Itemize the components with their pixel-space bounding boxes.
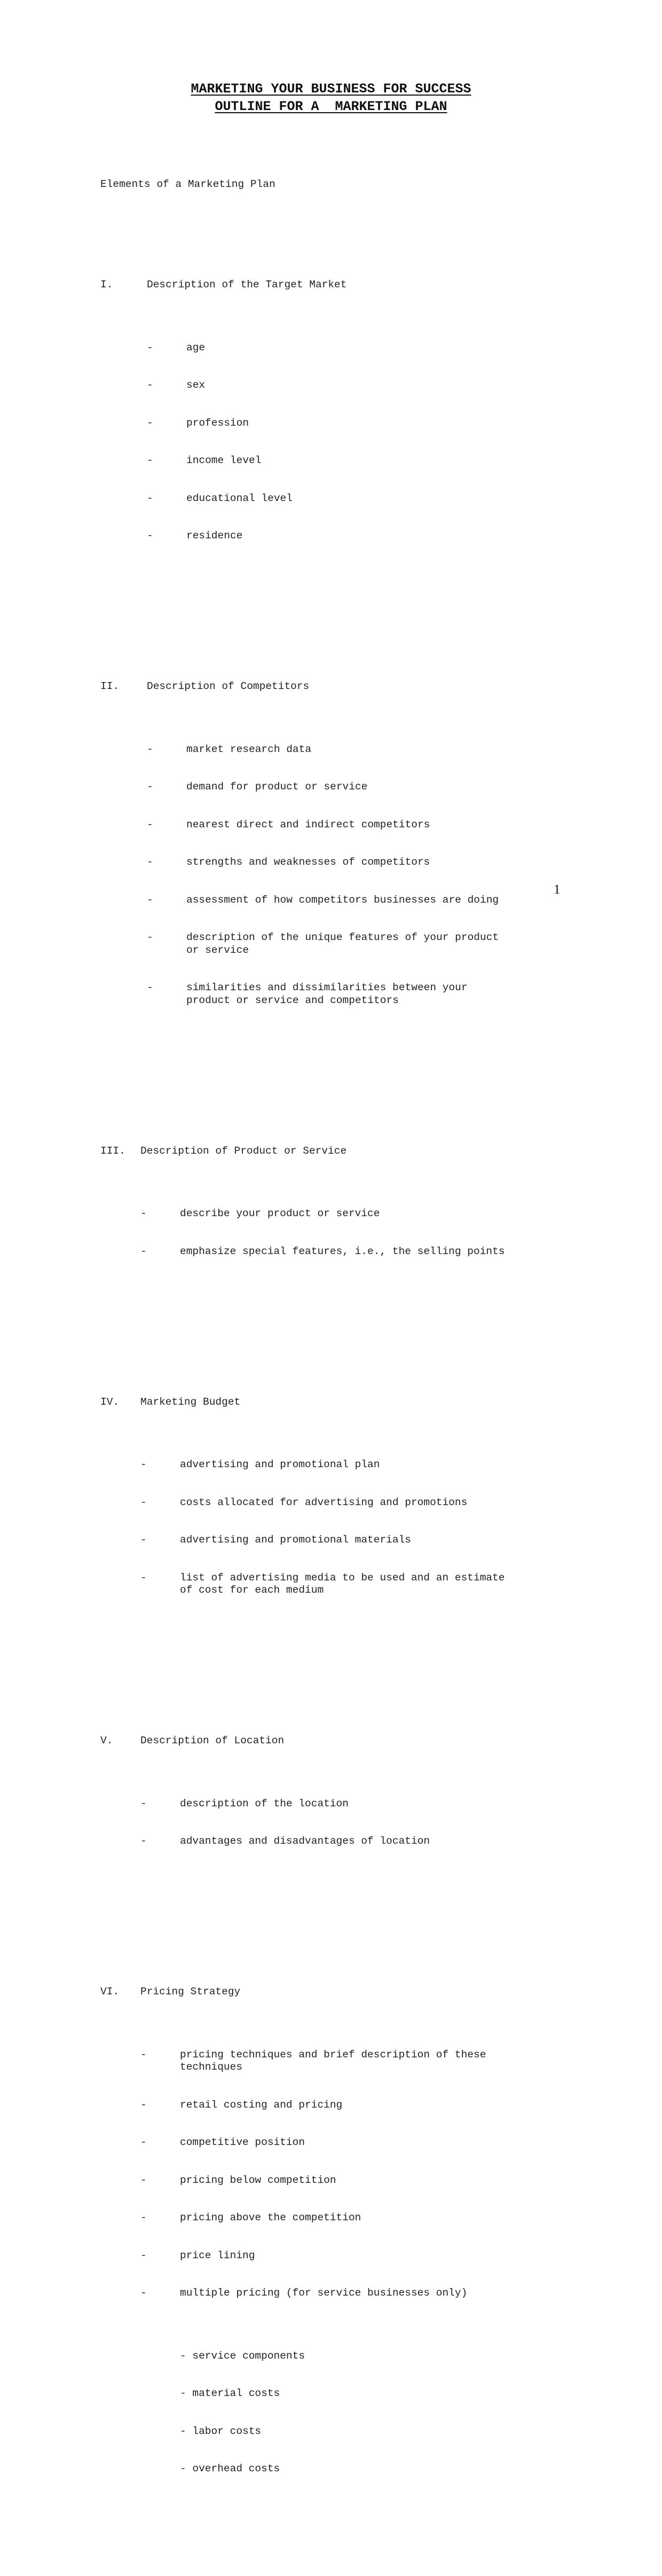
section-marketing-budget bbox=[100, 1371, 634, 1647]
section-heading: Pricing Strategy bbox=[140, 1986, 241, 1998]
section-heading: Description of Product or Service bbox=[140, 1145, 347, 1157]
sub-item-list bbox=[140, 2325, 634, 2501]
section-numeral: IV. bbox=[100, 1396, 120, 1408]
section-items bbox=[100, 1183, 634, 1283]
section-numeral: VI. bbox=[100, 1986, 120, 1998]
list-item: - market research data bbox=[147, 743, 312, 755]
section-heading: Description of the Target Market bbox=[147, 279, 347, 291]
list-item: - assessment of how competitors businesses are doing bbox=[147, 894, 499, 906]
list-item: - price lining bbox=[140, 2249, 255, 2261]
section-competitors bbox=[100, 655, 634, 1057]
document-title bbox=[0, 80, 662, 115]
list-item: - competitive position bbox=[140, 2136, 305, 2148]
section-heading: Marketing Budget bbox=[140, 1396, 241, 1408]
list-item: - nearest direct and indirect competitors bbox=[147, 818, 430, 831]
section-items bbox=[100, 1773, 634, 1873]
list-item: - advertising and promotional materials bbox=[140, 1534, 411, 1546]
section-location bbox=[100, 1710, 634, 1898]
sub-item: - service components bbox=[180, 2350, 305, 2362]
section-items bbox=[100, 2024, 634, 2526]
section-numeral: III. bbox=[100, 1145, 125, 1157]
list-item: - emphasize special features, i.e., the selling points bbox=[140, 1245, 505, 1257]
sub-item: - material costs bbox=[180, 2387, 280, 2399]
list-item: - similarities and dissimilarities between your product or service and competitors bbox=[147, 982, 468, 1006]
section-numeral: I. bbox=[100, 279, 113, 291]
list-item: - describe your product or service bbox=[140, 1208, 380, 1219]
list-item: - retail costing and pricing bbox=[140, 2099, 343, 2111]
list-item: - demand for product or service bbox=[147, 781, 368, 793]
page-number: 1 bbox=[554, 882, 561, 897]
list-item: - profession bbox=[147, 417, 249, 429]
intro-heading: Elements of a Marketing Plan bbox=[100, 178, 275, 190]
list-item: - description of the location bbox=[140, 1797, 349, 1810]
sub-item: - overhead costs bbox=[180, 2463, 280, 2475]
list-item: - multiple pricing (for service businesses only) bbox=[140, 2287, 468, 2299]
list-item: - sex bbox=[147, 379, 206, 391]
section-pricing-strategy bbox=[100, 1961, 634, 2551]
list-item: - strengths and weaknesses of competitors bbox=[147, 856, 430, 868]
section-heading: Description of Competitors bbox=[147, 680, 310, 692]
section-heading: Description of Location bbox=[140, 1735, 285, 1747]
section-numeral: II. bbox=[100, 680, 120, 692]
outline-body bbox=[100, 153, 634, 2576]
list-item: - pricing techniques and brief description of these techniques bbox=[140, 2048, 486, 2073]
section-numeral: V. bbox=[100, 1735, 113, 1747]
list-item: - pricing above the competition bbox=[140, 2212, 361, 2223]
list-item: - list of advertising media to be used and an estimate of cost for each medium bbox=[140, 1571, 505, 1596]
section-product-service bbox=[100, 1120, 634, 1309]
list-item: - pricing below competition bbox=[140, 2174, 336, 2186]
sub-item: - labor costs bbox=[180, 2425, 262, 2437]
section-items bbox=[100, 317, 634, 568]
section-items bbox=[100, 718, 634, 1032]
list-item: - age bbox=[147, 341, 206, 354]
list-item: - advertising and promotional plan bbox=[140, 1459, 380, 1470]
section-items bbox=[100, 1434, 634, 1622]
list-item: - costs allocated for advertising and promotions bbox=[140, 1496, 468, 1508]
list-item: - advantages and disadvantages of location bbox=[140, 1835, 430, 1847]
list-item: - educational level bbox=[147, 492, 293, 504]
list-item: - income level bbox=[147, 455, 262, 466]
list-item: - description of the unique features of your product or service bbox=[147, 931, 499, 956]
list-item: - residence bbox=[147, 530, 243, 542]
title-line-1: MARKETING YOUR BUSINESS FOR SUCCESS bbox=[191, 81, 471, 97]
title-line-2: OUTLINE FOR A MARKETING PLAN bbox=[215, 99, 447, 114]
section-target-market bbox=[100, 254, 634, 593]
